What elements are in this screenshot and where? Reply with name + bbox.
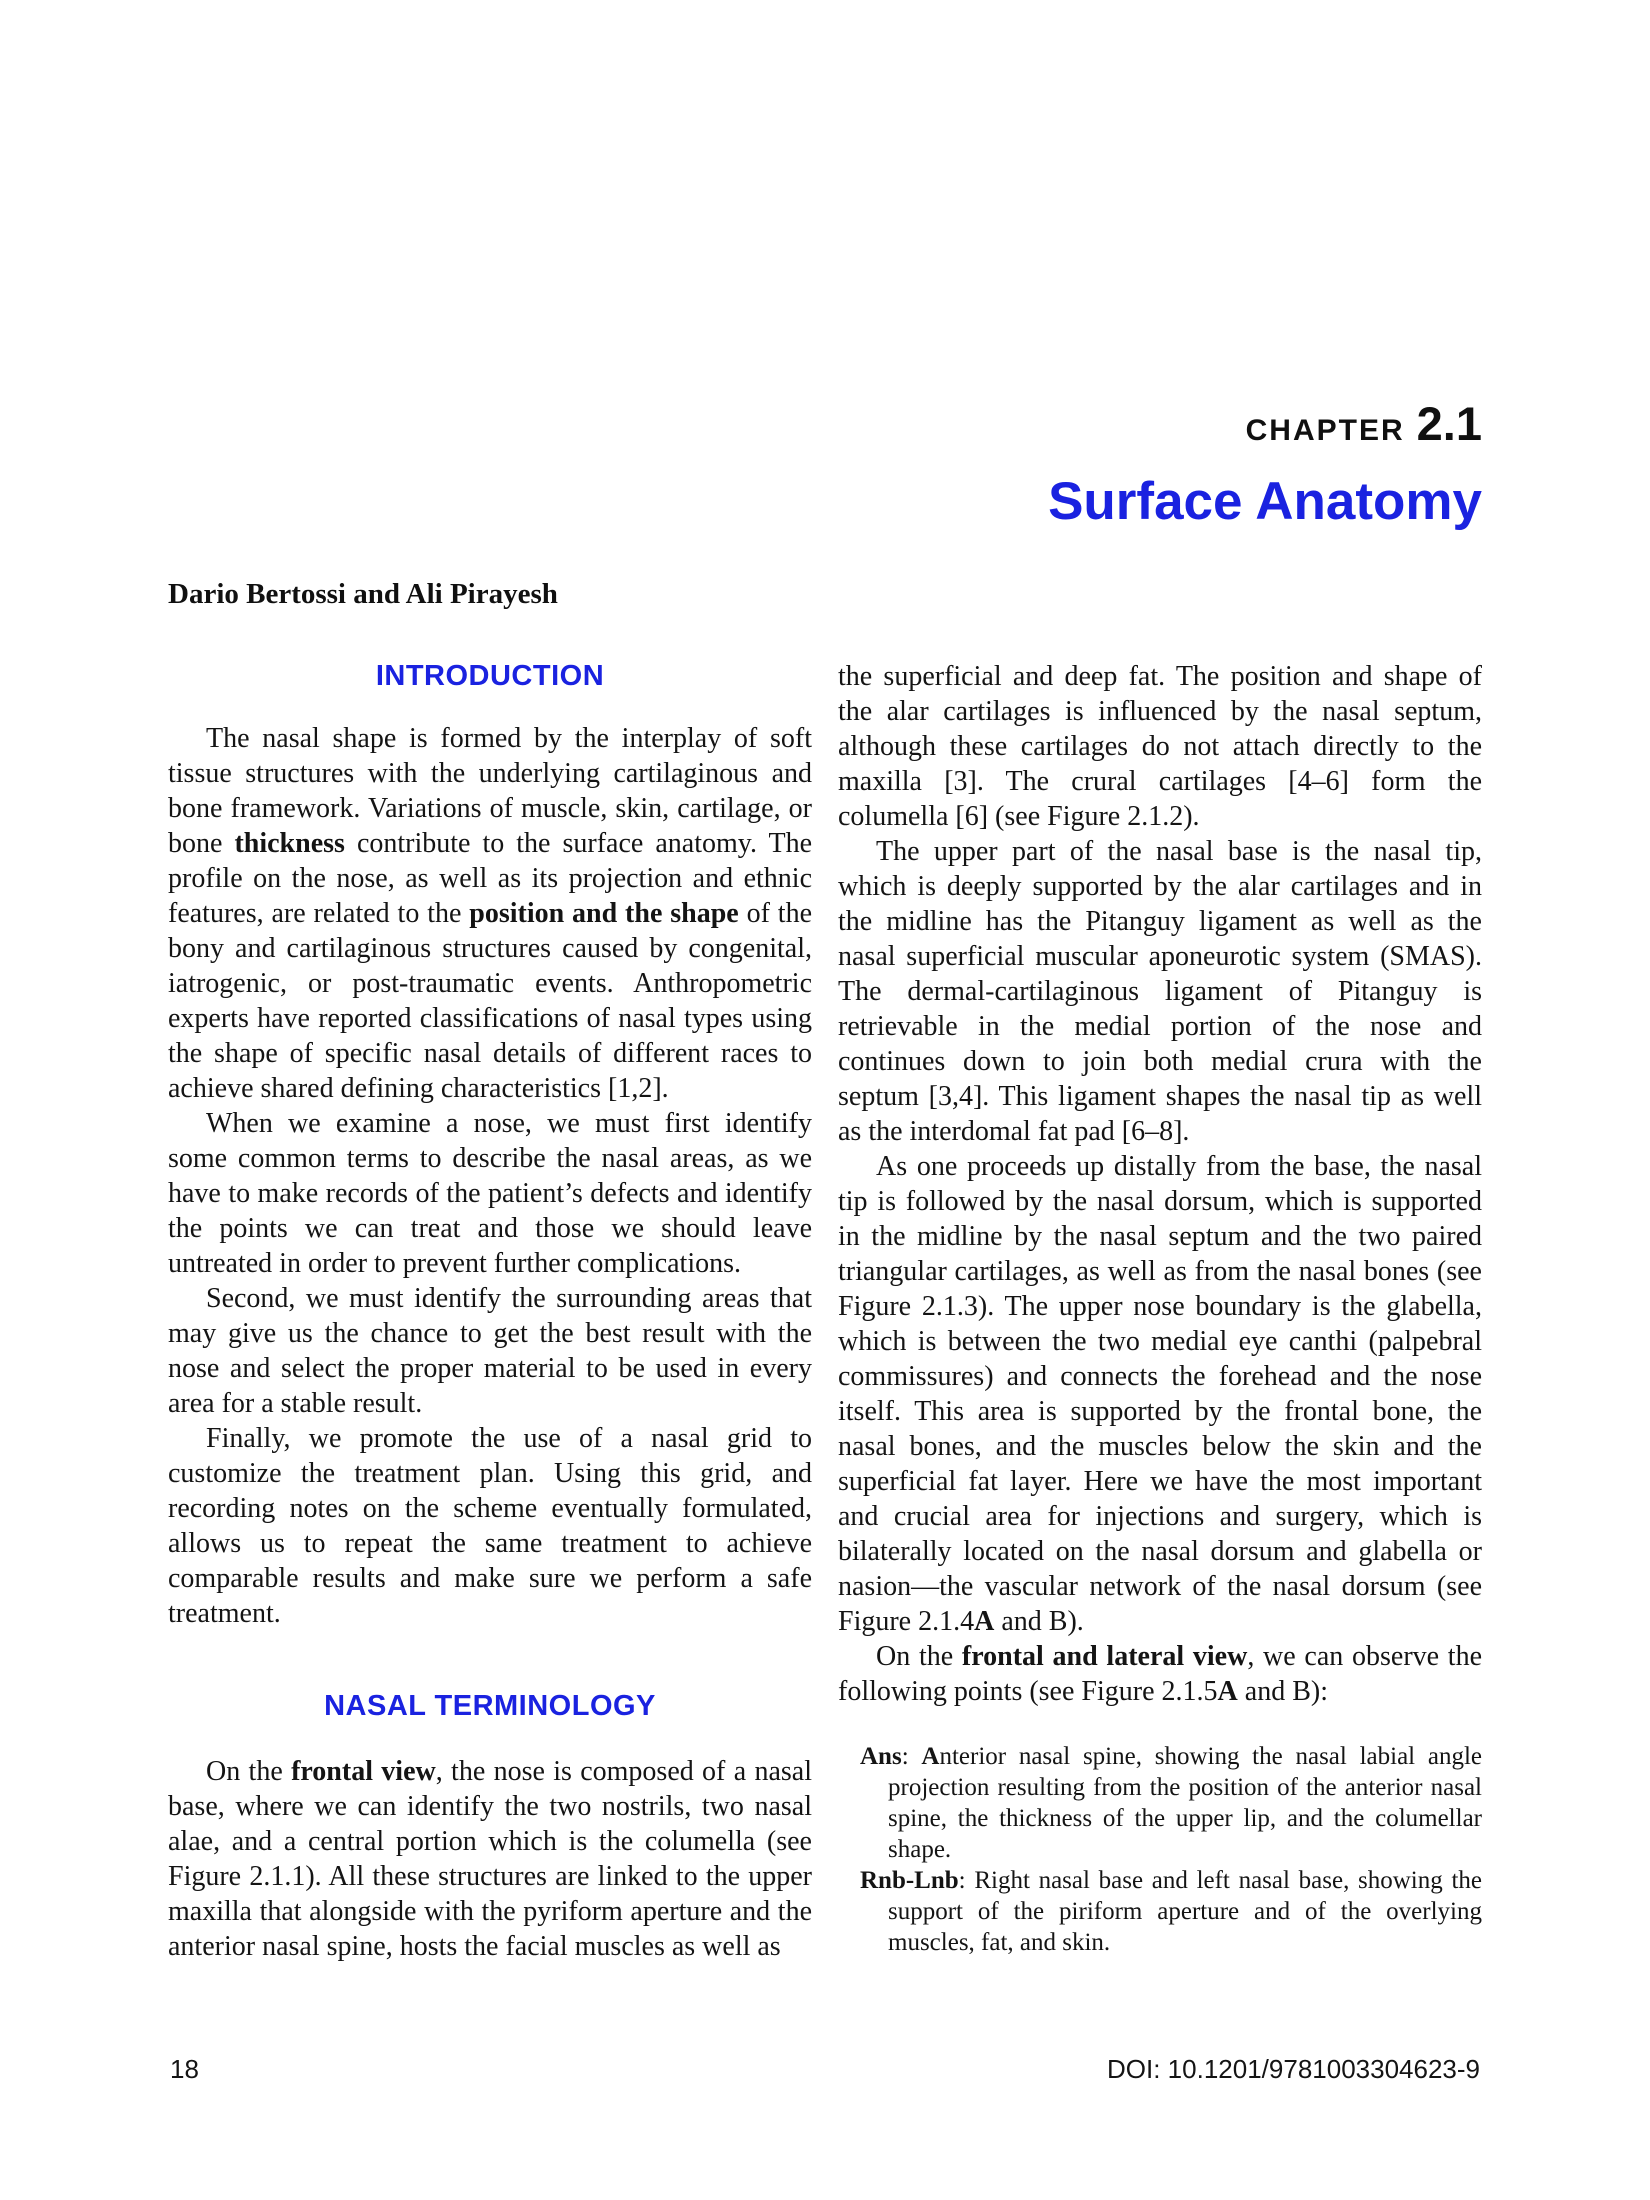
doi: DOI: 10.1201/9781003304623-9: [1107, 2054, 1480, 2084]
chapter-heading: [168, 396, 1482, 451]
page-number: 18: [170, 2054, 199, 2084]
section-heading-introduction: INTRODUCTION: [375, 660, 605, 692]
paragraph: The nasal shape is formed by the interplay of soft tissue structures with the underlying cartilaginous and bone framework. Variations of muscle, skin, cartilage, or bone thickness contribute to the surface anatomy. The profile on the nose, as well as its projection and ethnic features, are related to the position and the shape of the bony and cartilaginous structures caused by congenital, iatrogenic, or post-traumatic events. Anthropometric experts have reported classifications of nasal types using the shape of specific nasal details of different races to achieve shared defining characteristics [1,2].: [168, 723, 812, 1104]
paragraph: On the frontal view, the nose is composed of a nasal base, where we can identify the two nostrils, two nasal alae, and a central portion which is the columella (see Figure 2.1.1). All these structures are linked to the upper maxilla that alongside with the pyriform aperture and the anterior nasal spine, hosts the facial muscles as well as: [168, 1756, 812, 1962]
definition-item: Rnb-Lnb: Right nasal base and left nasal base, showing the support of the piriform aperture and of the overlying muscles, fat, and skin.: [860, 1867, 1482, 1956]
page-title: Surface Anatomy: [1048, 472, 1482, 531]
paragraph: The upper part of the nasal base is the nasal tip, which is deeply supported by the alar cartilages and in the midline has the Pitanguy ligament as well as the nasal superficial muscular aponeurotic system (SMAS). The dermal-cartilaginous ligament of Pitanguy is retrievable in the medial portion of the nose and continues down to join both medial crura with the septum [3,4]. This ligament shapes the nasal tip as well as the interdomal fat pad [6–8].: [838, 836, 1482, 1147]
page-footer: [170, 2054, 1480, 2085]
left-column: [168, 659, 812, 1964]
authors: Dario Bertossi and Ali Pirayesh: [168, 578, 558, 610]
page-content: [168, 0, 1482, 1964]
chapter-number: 2.1: [1416, 397, 1482, 450]
paragraph: On the frontal and lateral view, we can observe the following points (see Figure 2.1.5A and B):: [838, 1641, 1483, 1707]
paragraph: Finally, we promote the use of a nasal grid to customize the treatment plan. Using this grid, and recording notes on the scheme eventually formulated, allows us to repeat the same treatment to achieve comparable results and make sure we perform a safe treatment.: [168, 1423, 812, 1629]
definition-list: [838, 1741, 1482, 1958]
chapter-label: CHAPTER: [1245, 414, 1405, 447]
paragraph: the superficial and deep fat. The position and shape of the alar cartilages is influenced by the nasal septum, although these cartilages do not attach directly to the maxilla [3]. The crural cartilages [4–6] form the columella [6] (see Figure 2.1.2).: [838, 661, 1482, 832]
section-heading-nasal-terminology: NASAL TERMINOLOGY: [324, 1690, 656, 1722]
paragraph: Second, we must identify the surrounding areas that may give us the chance to get the best result with the nose and select the proper material to be used in every area for a stable result.: [168, 1283, 812, 1419]
paragraph: When we examine a nose, we must first identify some common terms to describe the nasal areas, as we have to make records of the patient’s defects and identify the points we can treat and those we should leave untreated in order to prevent further complications.: [168, 1108, 812, 1279]
paragraph: As one proceeds up distally from the base, the nasal tip is followed by the nasal dorsum, which is supported in the midline by the nasal septum and the two paired triangular cartilages, as well as from the nasal bones (see Figure 2.1.3). The upper nose boundary is the glabella, which is between the two medial eye canthi (palpebral commissures) and connects the forehead and the nose itself. This area is supported by the frontal bone, the nasal bones, and the muscles below the skin and the superficial fat layer. Here we have the most important and crucial area for injections and surgery, which is bilaterally located on the nasal dorsum and glabella or nasion—the vascular network of the nasal dorsum (see Figure 2.1.4A and B).: [838, 1151, 1482, 1637]
right-column: [838, 659, 1482, 1964]
definition-item: Ans: Anterior nasal spine, showing the nasal labial angle projection resulting from the position of the anterior nasal spine, the thickness of the upper lip, and the columellar shape.: [860, 1743, 1482, 1863]
text-columns: [168, 659, 1482, 1964]
